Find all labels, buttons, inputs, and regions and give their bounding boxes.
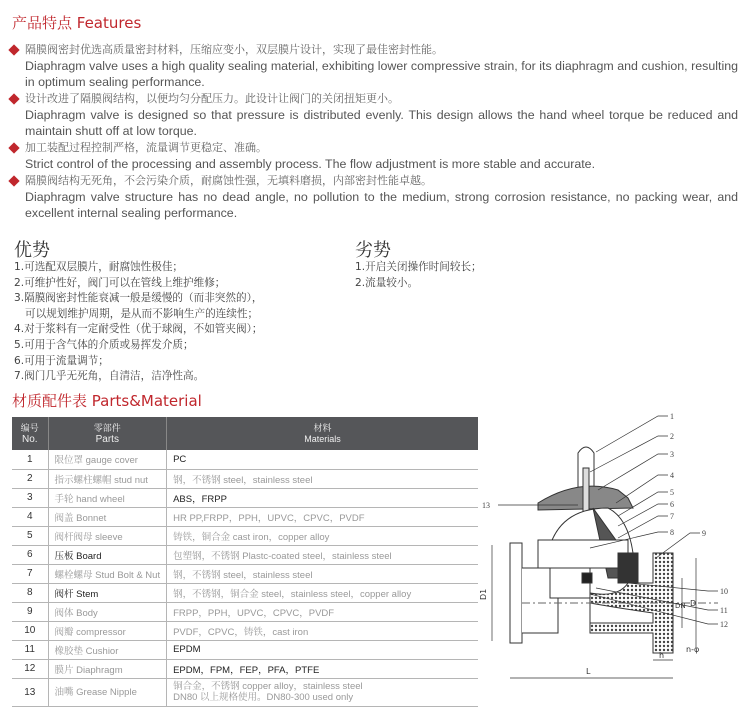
advantage-item: 7.阀门几乎无死角，自清洁，洁净性高。	[14, 370, 205, 383]
table-row	[12, 450, 478, 469]
parts-title: 材质配件表 Parts&Material	[12, 392, 202, 410]
cell-no: 7	[12, 564, 48, 583]
cell-no: 5	[12, 526, 48, 545]
svg-text:D: D	[690, 599, 697, 608]
diamond-bullet-icon	[8, 175, 19, 186]
cell-no: 12	[12, 659, 48, 678]
cell-part: 限位罩 gauge cover	[48, 450, 167, 469]
diamond-bullet-icon	[8, 44, 19, 55]
parts-table	[12, 417, 478, 707]
feature-en: Diaphragm valve is designed so that pressure is distributed evenly. This design allows the hand wheel torque be reduced and maintain shutt off at low torque.	[25, 108, 738, 138]
svg-text:h: h	[659, 651, 665, 660]
feature-cn: 加工装配过程控制严格，流量调节更稳定、准确。	[25, 141, 267, 154]
cell-material: PC	[167, 450, 478, 469]
advantage-item: 2.可维护性好，阀门可以在管线上维护维修；	[14, 276, 226, 289]
svg-text:12: 12	[720, 620, 728, 629]
cell-no: 6	[12, 545, 48, 564]
cell-material: PVDF，CPVC，铸铁，cast iron	[167, 621, 478, 640]
advantage-item: 4.对于浆料有一定耐受性（优于球阀，不如管夹阀）；	[14, 323, 263, 336]
svg-text:DN: DN	[675, 602, 686, 610]
diamond-bullet-icon	[8, 93, 19, 104]
svg-text:11: 11	[720, 606, 728, 615]
features-list	[8, 42, 738, 222]
feature-item	[8, 42, 738, 90]
diamond-bullet-icon	[8, 142, 19, 153]
advantage-item: 1.可选配双层膜片，耐腐蚀性极佳；	[14, 261, 184, 273]
advantage-item: 可以规划维护周期，是从而不影响生产的连续性；	[25, 307, 259, 320]
valve-drawing-icon	[478, 408, 746, 699]
cell-material: 铸铁，铜合金 cast iron，copper alloy	[167, 526, 478, 545]
feature-en: Strict control of the processing and assembly process. The flow adjustment is more stable and accurate.	[25, 157, 596, 171]
advantage-item: 5.可用于含气体的介质或易挥发介质；	[14, 338, 194, 351]
cell-part: 阀瓣 compressor	[48, 621, 167, 640]
disadvantages-list	[355, 260, 482, 291]
feature-cn: 隔膜阀密封优选高质量密封材料，压缩应变小，双层膜片设计，实现了最佳密封性能。	[25, 43, 443, 56]
svg-text:5: 5	[670, 488, 674, 497]
cell-part: 膜片 Diaphragm	[48, 659, 167, 678]
svg-text:4: 4	[670, 471, 674, 480]
feature-item	[8, 173, 738, 221]
cell-part: 螺栓螺母 Stud Bolt & Nut	[48, 564, 167, 583]
cell-no: 3	[12, 488, 48, 507]
disadvantage-item: 1.开启关闭操作时间较长；	[355, 261, 482, 273]
cell-part: 阀杆 Stem	[48, 583, 167, 602]
svg-text:8: 8	[670, 528, 674, 537]
feature-cn: 设计改进了隔膜阀结构，以便均匀分配压力。此设计让阀门的关闭扭矩更小。	[25, 92, 399, 105]
cell-material: EPDM	[167, 640, 478, 659]
advantages-title: 优势	[14, 240, 50, 261]
svg-text:3: 3	[670, 450, 674, 459]
table-row	[12, 602, 478, 621]
svg-text:10: 10	[720, 587, 728, 596]
cell-material: 铜合金，不锈钢 copper alloy，stainless steel DN80 以上规格使用。DN80-300 used only	[167, 678, 478, 706]
cell-part: 油嘴 Grease Nipple	[48, 678, 167, 706]
feature-item	[8, 140, 738, 172]
table-row	[12, 526, 478, 545]
cell-no: 4	[12, 507, 48, 526]
table-row	[12, 678, 478, 706]
valve-cross-section-diagram	[478, 408, 746, 699]
cell-part: 阀杆阀母 sleeve	[48, 526, 167, 545]
cell-material: ABS，FRPP	[167, 488, 478, 507]
cell-no: 13	[12, 678, 48, 706]
cell-no: 9	[12, 602, 48, 621]
cell-material: 包塑钢，不锈钢 Plastc-coated steel，stainless steel	[167, 545, 478, 564]
cell-material: 钢，不锈钢 steel，stainless steel	[167, 564, 478, 583]
table-row	[12, 583, 478, 602]
advantage-item: 6.可用于流量调节；	[14, 354, 109, 367]
header-parts: 零部件 Parts	[48, 417, 167, 450]
svg-text:13: 13	[482, 501, 490, 510]
cell-part: 指示螺柱螺帽 stud nut	[48, 469, 167, 488]
cell-part: 压板 Board	[48, 545, 167, 564]
cell-part: 橡胶垫 Cushior	[48, 640, 167, 659]
table-header-row	[12, 417, 478, 450]
cell-no: 10	[12, 621, 48, 640]
table-row	[12, 469, 478, 488]
cell-material: 钢，不锈钢，铜合金 steel，stainless steel，copper alloy	[167, 583, 478, 602]
cell-material: FRPP，PPH，UPVC，CPVC，PVDF	[167, 602, 478, 621]
table-row	[12, 564, 478, 583]
svg-text:L: L	[586, 667, 591, 676]
cell-material: EPDM，FPM，FEP，PFA，PTFE	[167, 659, 478, 678]
cell-no: 8	[12, 583, 48, 602]
feature-cn: 隔膜阀结构无死角，不会污染介质，耐腐蚀性强，无填料磨损，内部密封性能卓越。	[25, 174, 432, 187]
svg-text:D1: D1	[479, 588, 488, 600]
svg-text:n-φ: n-φ	[686, 645, 700, 654]
disadvantage-item: 2.流量较小。	[355, 276, 419, 289]
cell-part: 阀体 Body	[48, 602, 167, 621]
cell-material: HR PP,FRPP，PPH，UPVC，CPVC，PVDF	[167, 507, 478, 526]
table-row	[12, 621, 478, 640]
svg-text:9: 9	[702, 529, 706, 538]
table-row	[12, 640, 478, 659]
table-row	[12, 659, 478, 678]
advantage-item: 3.隔膜阀密封性能衰减一般是缓慢的（而非突然的），	[14, 292, 263, 305]
feature-en: Diaphragm valve structure has no dead angle, no pollution to the medium, strong corrosion resistance, no packing wear, and excellent internal sealing performance.	[25, 190, 738, 220]
table-row	[12, 488, 478, 507]
cell-no: 11	[12, 640, 48, 659]
cell-part: 阀盖 Bonnet	[48, 507, 167, 526]
disadvantages-title: 劣势	[355, 240, 391, 261]
feature-item	[8, 91, 738, 139]
feature-en: Diaphragm valve uses a high quality sealing material, exhibiting lower compressive strain, for its diaphragm and cushion, resulting in optimum sealing performance.	[25, 59, 738, 89]
table-row	[12, 507, 478, 526]
svg-text:6: 6	[670, 500, 674, 509]
table-row	[12, 545, 478, 564]
advantages-list	[14, 260, 262, 385]
header-no: 编号 No.	[12, 417, 48, 450]
features-title: 产品特点 Features	[12, 14, 142, 32]
svg-text:7: 7	[670, 512, 674, 521]
cell-no: 2	[12, 469, 48, 488]
svg-text:1: 1	[670, 412, 674, 421]
cell-material: 钢，不锈钢 steel，stainless steel	[167, 469, 478, 488]
cell-part: 手轮 hand wheel	[48, 488, 167, 507]
cell-no: 1	[12, 450, 48, 469]
header-materials: 材料 Materials	[167, 417, 478, 450]
svg-text:2: 2	[670, 432, 674, 441]
